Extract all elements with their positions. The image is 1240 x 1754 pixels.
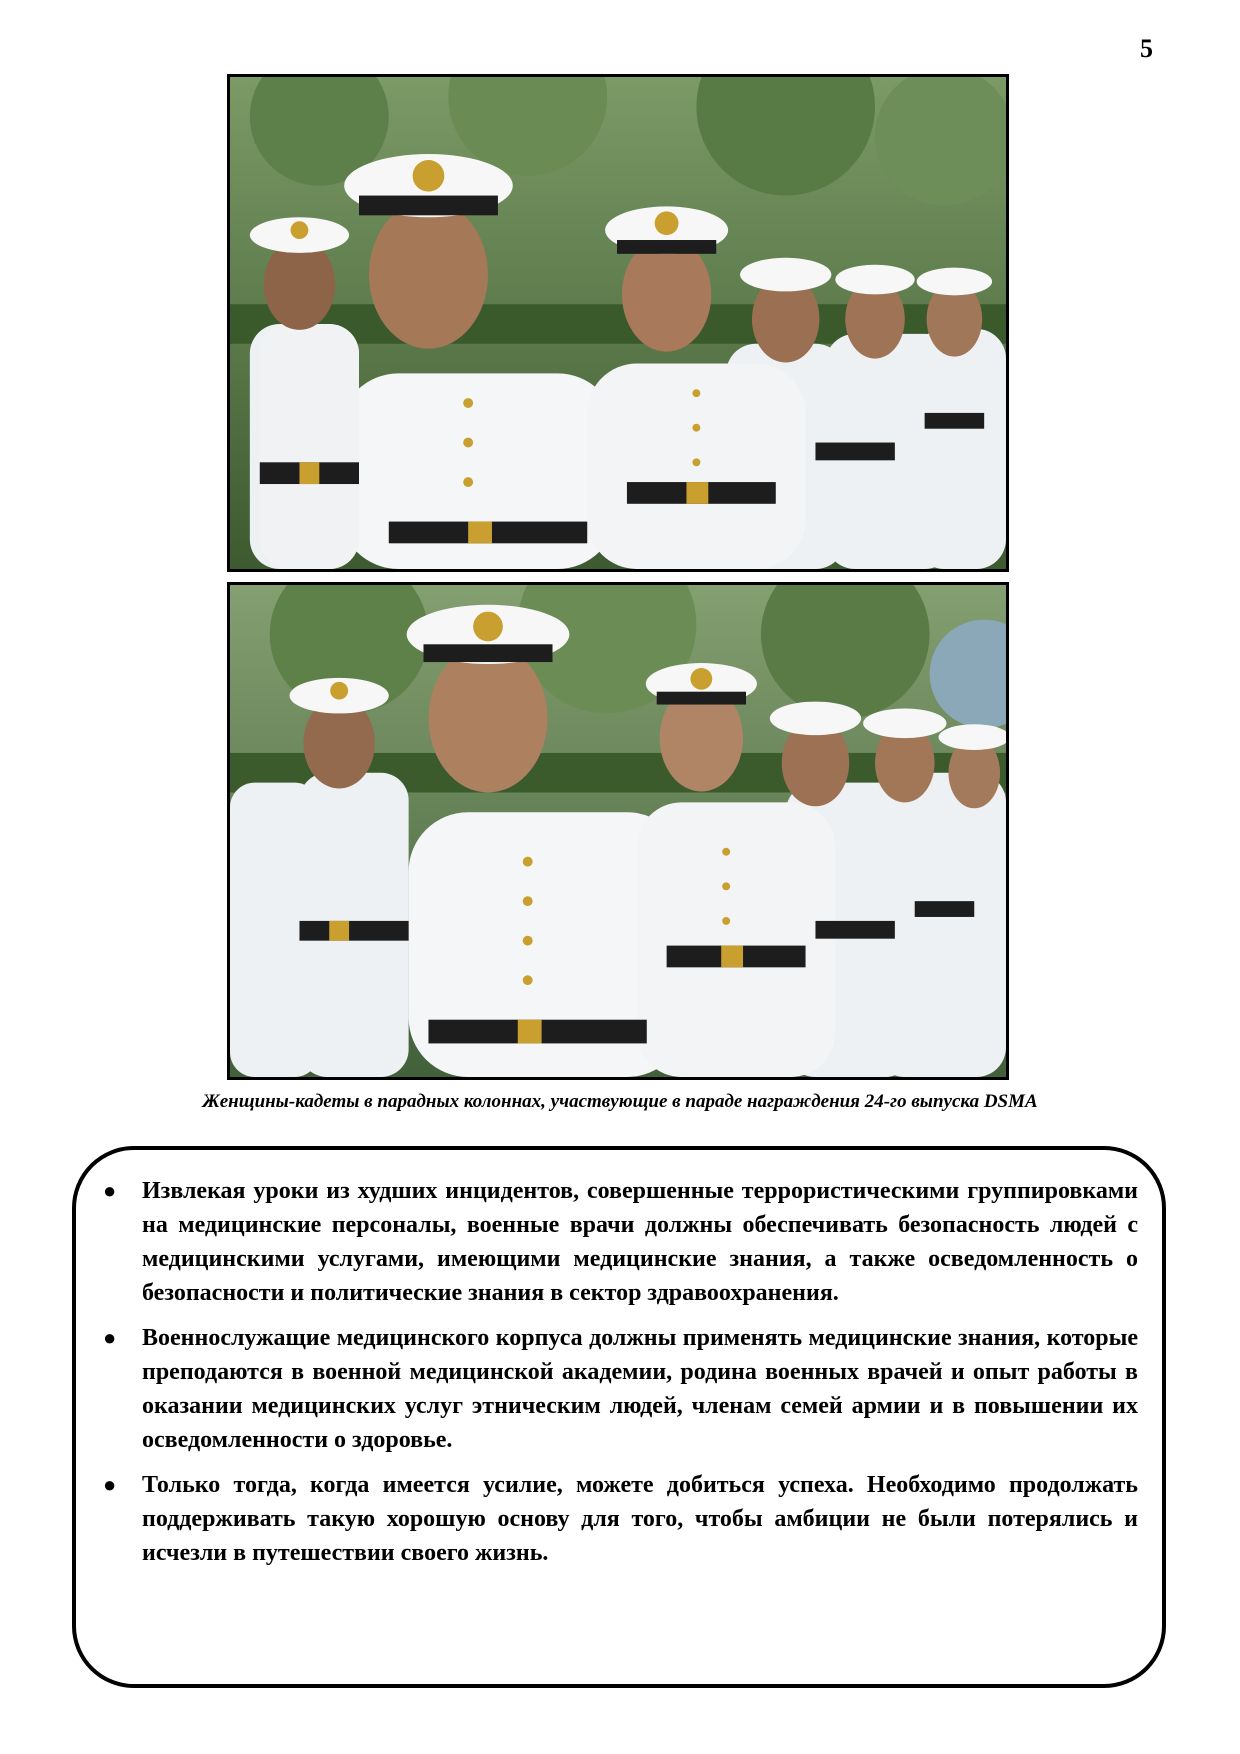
parade-photo-top-illustration	[230, 77, 1006, 569]
bullet-icon: ●	[103, 1325, 117, 1350]
bullet-text: Извлекая уроки из худших инцидентов, совершенные террористическими группировками на медицинские персоналы, военные врачи должны обеспечивать безопасность людей с медицинскими услугами, имеющими медицинские знания, а также осведомленность о безопасности и политические знания в сектор здравоохранения.	[142, 1178, 1138, 1306]
bullet-text: Только тогда, когда имеется усилие, можете добиться успеха. Необходимо продолжать поддерживать такую хорошую основу для того, чтобы амбиции не были потерялись и исчезли в путешествии своего жизнь.	[142, 1472, 1138, 1566]
bullet-icon: ●	[103, 1472, 117, 1497]
page-number: 5	[1140, 34, 1153, 63]
parade-photo-top	[227, 74, 1009, 572]
photo-caption: Женщины-кадеты в парадных колоннах, участвующие в параде награждения 24-го выпуска DSMA	[202, 1091, 1038, 1112]
bullet-icon: ●	[103, 1178, 117, 1203]
parade-photo-bottom	[227, 582, 1009, 1080]
bullet-list	[98, 1174, 1138, 1581]
list-item	[98, 1321, 1138, 1457]
bullet-text: Военнослужащие медицинского корпуса должны применять медицинские знания, которые преподаются в военной медицинской академии, родина военных врачей и опыт работы в оказании медицинских услуг этническим людей, членам семей армии и в повышении их осведомленности о здоровье.	[142, 1325, 1138, 1453]
list-item	[98, 1468, 1138, 1570]
parade-photo-bottom-illustration	[230, 585, 1006, 1077]
list-item	[98, 1174, 1138, 1310]
